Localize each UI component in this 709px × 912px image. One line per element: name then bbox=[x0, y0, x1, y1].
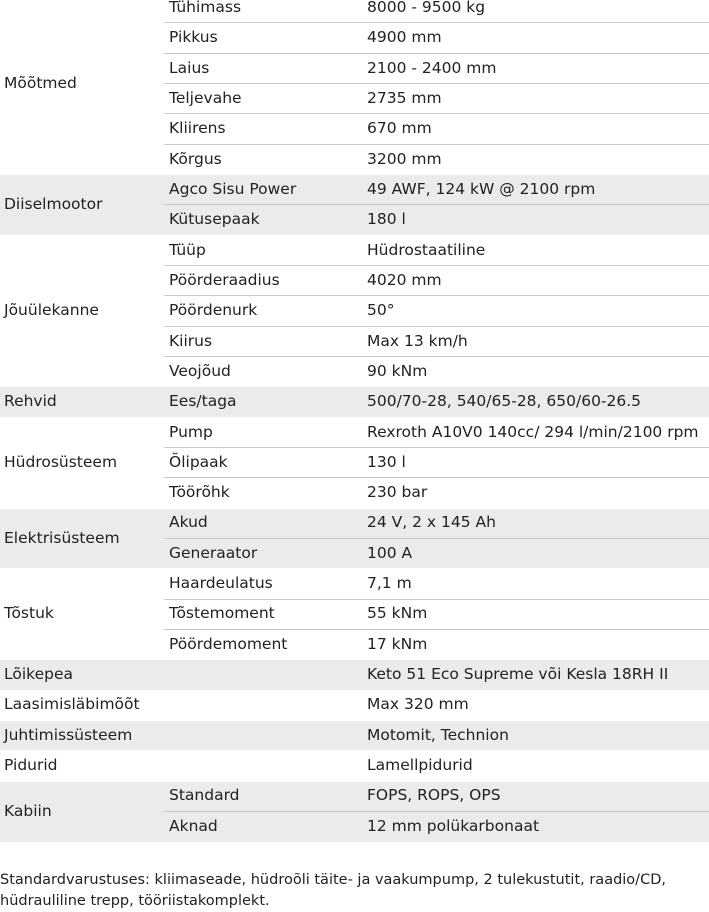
spec-value: Rexroth A10V0 140cc/ 294 l/min/2100 rpm bbox=[362, 417, 709, 447]
spec-value: Hüdrostaatiline bbox=[362, 235, 709, 265]
spec-row bbox=[0, 387, 709, 417]
spec-label: Ees/taga bbox=[164, 387, 362, 417]
spec-row bbox=[0, 781, 709, 811]
spec-value: Keto 51 Eco Supreme või Kesla 18RH II bbox=[362, 660, 709, 690]
spec-label bbox=[164, 720, 362, 750]
spec-value: 230 bar bbox=[362, 478, 709, 508]
spec-value: 8000 - 9500 kg bbox=[362, 0, 709, 23]
spec-value: 2735 mm bbox=[362, 83, 709, 113]
spec-value: 100 A bbox=[362, 538, 709, 568]
spec-value: Motomit, Technion bbox=[362, 720, 709, 750]
spec-value: 50° bbox=[362, 296, 709, 326]
spec-value: 500/70-28, 540/65-28, 650/60-26.5 bbox=[362, 387, 709, 417]
spec-value: 90 kNm bbox=[362, 356, 709, 386]
spec-value: 7,1 m bbox=[362, 569, 709, 599]
spec-value: FOPS, ROPS, OPS bbox=[362, 781, 709, 811]
spec-value: 670 mm bbox=[362, 114, 709, 144]
spec-value: Max 13 km/h bbox=[362, 326, 709, 356]
group-name: Laasimisläbimõõt bbox=[0, 690, 164, 720]
spec-label bbox=[164, 751, 362, 781]
spec-value: 49 AWF, 124 kW @ 2100 rpm bbox=[362, 174, 709, 204]
footnote-line-1: Standardvarustuses: kliimaseade, hüdroõli täite- ja vaakumpump, 2 tulekustutit, raadio/CD, bbox=[0, 872, 666, 888]
spec-row bbox=[0, 417, 709, 447]
spec-row bbox=[0, 751, 709, 781]
group-name: Tõstuk bbox=[0, 569, 164, 660]
spec-label: Agco Sisu Power bbox=[164, 174, 362, 204]
spec-value: 4020 mm bbox=[362, 265, 709, 295]
spec-label: Akud bbox=[164, 508, 362, 538]
spec-label: Töörõhk bbox=[164, 478, 362, 508]
group-name: Mõõtmed bbox=[0, 0, 164, 174]
spec-row bbox=[0, 174, 709, 204]
spec-label: Kiirus bbox=[164, 326, 362, 356]
spec-label: Pöörderaadius bbox=[164, 265, 362, 295]
spec-value: 2100 - 2400 mm bbox=[362, 53, 709, 83]
spec-label: Tõstemoment bbox=[164, 599, 362, 629]
group-name: Elektrisüsteem bbox=[0, 508, 164, 569]
spec-label: Standard bbox=[164, 781, 362, 811]
spec-label: Generaator bbox=[164, 538, 362, 568]
spec-value: 4900 mm bbox=[362, 23, 709, 53]
spec-value: 12 mm polükarbonaat bbox=[362, 811, 709, 841]
spec-label bbox=[164, 660, 362, 690]
spec-label: Tüüp bbox=[164, 235, 362, 265]
footnote bbox=[0, 870, 709, 912]
group-name: Rehvid bbox=[0, 387, 164, 417]
spec-value: 55 kNm bbox=[362, 599, 709, 629]
spec-row bbox=[0, 660, 709, 690]
spec-label bbox=[164, 690, 362, 720]
spec-value: Lamellpidurid bbox=[362, 751, 709, 781]
spec-row bbox=[0, 235, 709, 265]
spec-label: Kliirens bbox=[164, 114, 362, 144]
spec-label: Pöördemoment bbox=[164, 629, 362, 659]
spec-label: Kütusepaak bbox=[164, 205, 362, 235]
spec-label: Teljevahe bbox=[164, 83, 362, 113]
spec-value: 130 l bbox=[362, 447, 709, 477]
spec-value: 3200 mm bbox=[362, 144, 709, 174]
spec-label: Laius bbox=[164, 53, 362, 83]
group-name: Diiselmootor bbox=[0, 174, 164, 235]
spec-value: 180 l bbox=[362, 205, 709, 235]
footnote-line-2: hüdrauliline trepp, tööriistakomplekt. bbox=[0, 893, 270, 909]
spec-row bbox=[0, 690, 709, 720]
spec-label: Haardeulatus bbox=[164, 569, 362, 599]
group-name: Pidurid bbox=[0, 751, 164, 781]
group-name: Hüdrosüsteem bbox=[0, 417, 164, 508]
spec-label: Kõrgus bbox=[164, 144, 362, 174]
spec-row bbox=[0, 569, 709, 599]
spec-row bbox=[0, 508, 709, 538]
spec-label: Õlipaak bbox=[164, 447, 362, 477]
group-name: Jõuülekanne bbox=[0, 235, 164, 387]
spec-value: 24 V, 2 x 145 Ah bbox=[362, 508, 709, 538]
spec-row bbox=[0, 720, 709, 750]
spec-label: Veojõud bbox=[164, 356, 362, 386]
spec-label: Tühimass bbox=[164, 0, 362, 23]
spec-value: Max 320 mm bbox=[362, 690, 709, 720]
group-name: Kabiin bbox=[0, 781, 164, 842]
spec-label: Pump bbox=[164, 417, 362, 447]
group-name: Juhtimissüsteem bbox=[0, 720, 164, 750]
spec-label: Aknad bbox=[164, 811, 362, 841]
spec-label: Pöördenurk bbox=[164, 296, 362, 326]
spec-row bbox=[0, 0, 709, 23]
group-name: Lõikepea bbox=[0, 660, 164, 690]
spec-label: Pikkus bbox=[164, 23, 362, 53]
spec-value: 17 kNm bbox=[362, 629, 709, 659]
